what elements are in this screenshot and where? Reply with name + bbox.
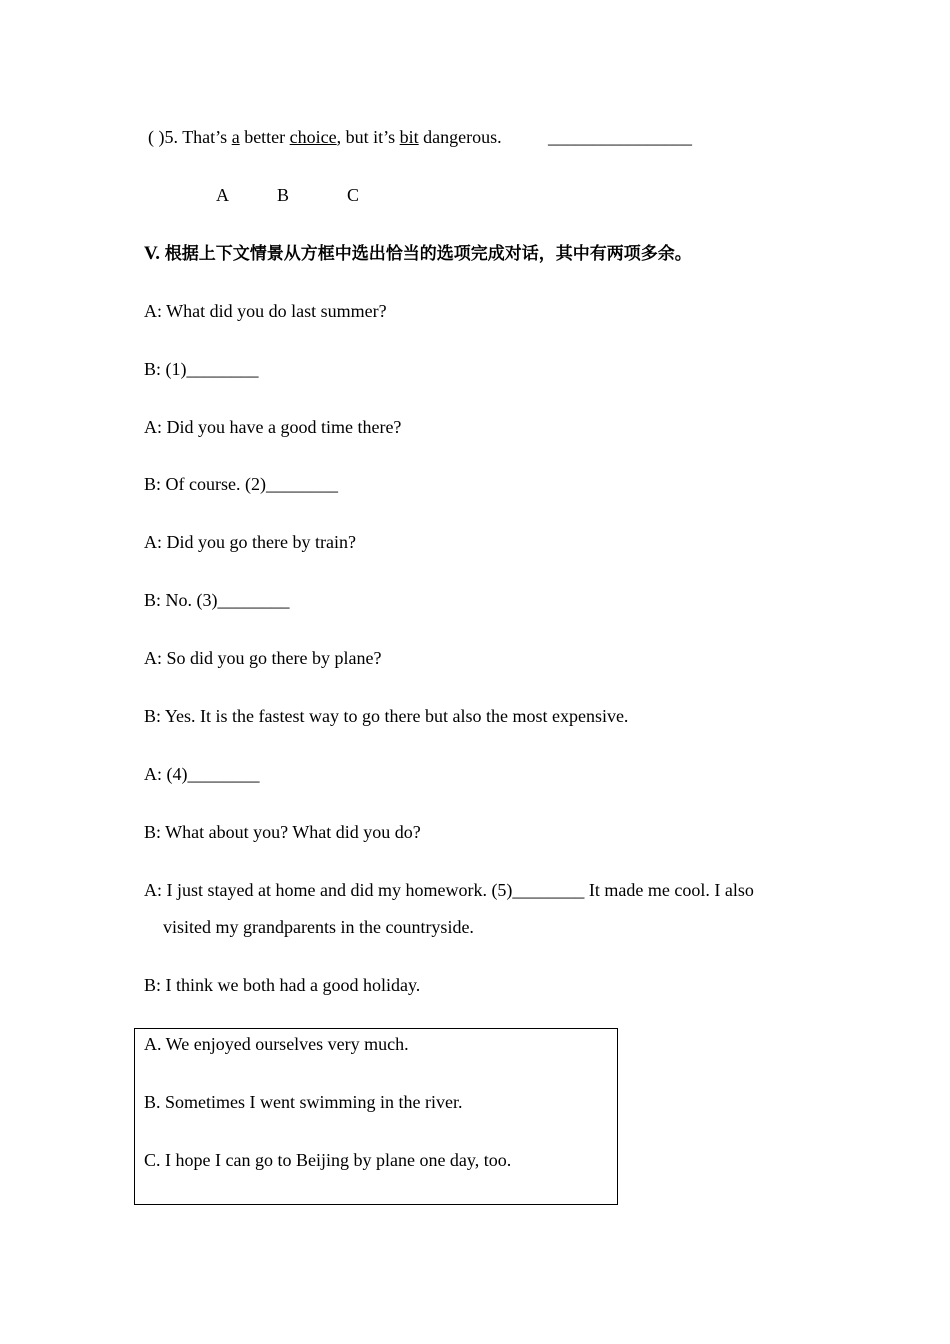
- answer-blank: ________________: [548, 127, 692, 147]
- dialogue-line: B: I think we both had a good holiday.: [144, 975, 421, 995]
- option-c: C. I hope I can go to Beijing by plane one day, too.: [144, 1150, 512, 1170]
- dialogue-line: A: Did you go there by train?: [144, 532, 356, 552]
- options-box: [134, 1028, 618, 1205]
- option-letter-a: A: [216, 185, 229, 205]
- underlined-choice: choice: [289, 127, 337, 147]
- option-b: B. Sometimes I went swimming in the river.: [144, 1092, 463, 1112]
- question-number: 5.: [164, 127, 183, 147]
- dialogue-line: A: What did you do last summer?: [144, 301, 387, 321]
- dialogue-line: B: (1)________: [144, 359, 259, 379]
- dialogue-line: B: Yes. It is the fastest way to go there but also the most expensive.: [144, 706, 629, 726]
- dialogue-line: A: So did you go there by plane?: [144, 648, 382, 668]
- option-letter-c: C: [347, 185, 360, 205]
- section-instruction: 根据上下文情景从方框中选出恰当的选项完成对话，其中有两项多余。: [164, 244, 692, 264]
- dialogue-line: B: No. (3)________: [144, 590, 290, 610]
- option-letter-b: B: [277, 185, 290, 205]
- answer-paren: ( ): [148, 127, 165, 147]
- dialogue-line-continued: visited my grandparents in the countryside.: [163, 917, 474, 937]
- underlined-a: a: [231, 127, 240, 147]
- question-5: [148, 126, 502, 148]
- question-text: better: [239, 127, 290, 147]
- underlined-bit: bit: [399, 127, 419, 147]
- question-text: , but it’s: [336, 127, 400, 147]
- question-text: dangerous.: [418, 127, 502, 147]
- section-heading: [144, 242, 692, 265]
- dialogue-line: B: Of course. (2)________: [144, 474, 338, 494]
- dialogue-line: A: (4)________: [144, 764, 260, 784]
- section-numeral: V.: [144, 243, 165, 264]
- dialogue-line: A: I just stayed at home and did my homework. (5)________ It made me cool. I also: [144, 880, 754, 900]
- question-text: That’s: [182, 127, 232, 147]
- dialogue-line: B: What about you? What did you do?: [144, 822, 421, 842]
- option-a: A. We enjoyed ourselves very much.: [144, 1034, 409, 1054]
- dialogue-line: A: Did you have a good time there?: [144, 417, 402, 437]
